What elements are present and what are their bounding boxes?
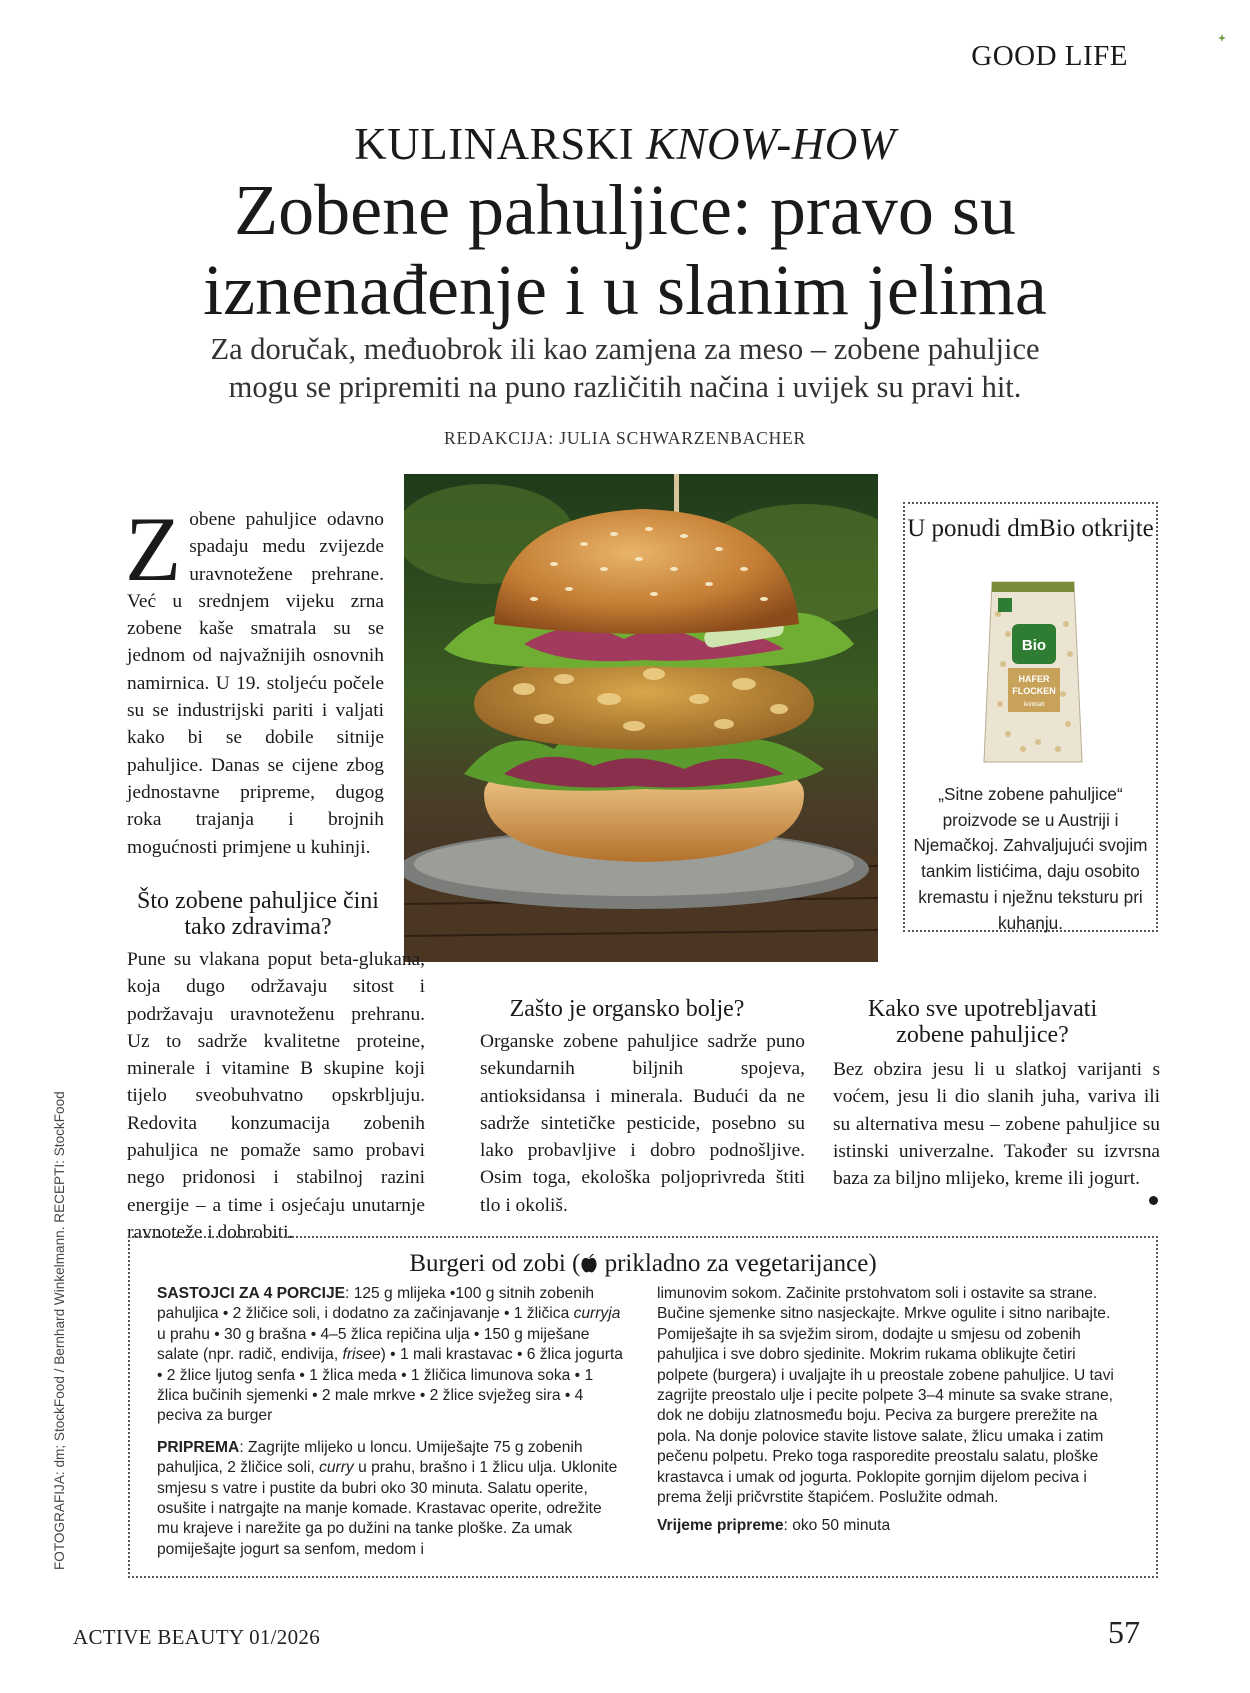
ingredients-frisee: frisee	[342, 1346, 381, 1364]
recipe-title	[130, 1250, 1156, 1278]
photo-credit: FOTOGRAFIJA: dm; StockFood / Bernhard Winkelmann. RECEPTI: StockFood	[52, 1091, 67, 1570]
preparation-label: PRIPREMA	[157, 1438, 240, 1456]
kicker-italic: KNOW-HOW	[645, 119, 896, 169]
section-body-organic: Organske zobene pahuljice sadrže puno sekundarnih biljnih spojeva, antioksidansa i minerala. Budući da ne sadrže sintetičke pesticide, posebno su lako probavljive i dobro podnošljive. Osim toga, ekološka poljoprivreda štiti tlo i okoliš.	[480, 1031, 805, 1216]
preparation-text-2: u prahu, brašno i 1 žlicu ulja. Uklonite smjesu s vatre i pustite da bubri oko 30 minuta. Salatu operite, osušite i natrgajte na manje komade. Krastavac operite, odrežite mu krajeve i narežite ga po dužini na tanke ploške. Za umak pomiješajte jogurt sa senfom, medom i	[157, 1459, 618, 1558]
ingredients-text-2: u prahu • 30 g brašna • 4–5 žlica repičina ulja • 150 g miješane salate (npr. radič, endivija,	[157, 1325, 590, 1364]
deck-line-2: mogu se pripremiti na puno različitih načina i uvijek su pravi hit.	[228, 370, 1022, 404]
page-number: 57	[1108, 1614, 1140, 1650]
section-heading-health: Što zobene pahuljice čini tako zdravima?	[137, 888, 379, 940]
deck-line-1: Za doručak, međuobrok ili kao zamjena za meso – zobene pahuljice	[210, 332, 1040, 366]
recipe-right-column	[657, 1284, 1129, 1537]
sparkle-icon	[1218, 34, 1226, 42]
recipe-box	[128, 1236, 1158, 1578]
preparation-continued: limunovim sokom. Začinite prstohvatom soli i ostavite sa strane. Bučine sjemenke sitno nasjeckajte. Mrkve ogulite i sitno naribajte. Pomiješajte ih sa svježim sirom, dodajte u smjesu od zobenih pahuljica i sve dobro sjedinite. Mokrim rukama oblikujte četiri polpete (burgera) i uvaljajte ih u preostale zobene pahuljice. U tavi zagrijte preostalo ulje i pecite polpete 3–4 minute sa svake strane, dok ne dobiju zlatnosmeđu boju. Peciva za burgere prerežite na pola. Na donje polovice stavite listove salate, žlicu umaka i zatim pečenu polpetu. Preko toga rasporedite preostalu salatu, ploške krastavca i umak od jogurta. Poklopite gornjim dijelom peciva i prema želji pričvrstite štapićem. Poslužite odmah.	[657, 1285, 1114, 1507]
pack-brand: Bio	[1021, 637, 1047, 654]
pack-line-3: feinblatt	[1023, 702, 1045, 708]
section-heading-organic: Zašto je organsko bolje?	[509, 996, 745, 1022]
product-box	[903, 502, 1158, 932]
intro-text: obene pahuljice odavno spadaju medu zvijezde uravnotežene prehrane. Već u srednjem vijeku zrna zobene kaše smatrala su se jednom od najvažnijih osnovnih namirnica. U 19. stoljeću počele su se industrijski pariti i valjati kako bi se dobile sitnije pahuljice. Danas se cijene zbog jednostavne pripreme, dugog roka trajanja i brojnih mogućnosti primjene u kuhinji.	[127, 509, 384, 858]
recipe-title-end: prikladno za vegetarijance)	[598, 1250, 877, 1277]
headline-line-2: iznenađenje i u slanim jelima	[203, 250, 1047, 330]
recipe-title-start: Burgeri od zobi (	[409, 1250, 581, 1277]
ingredients-text-1: : 125 g mlijeka •100 g sitnih zobenih pahuljica • 2 žličice soli, i dodatno za začinjavanje • 1 žličica	[157, 1285, 595, 1323]
article-kicker	[0, 118, 1250, 170]
prep-time	[657, 1516, 1129, 1536]
ingredients-text-3: ) • 1 mali krastavac • 6 žlica jogurta • 2 žlice ljutog senfa • 1 žlica meda • 1 žličica limunova soka • 1 žlica bučinih sjemenki • 2 male mrkve • 2 žlice svježeg sira • 4 peciva za burger	[157, 1346, 623, 1425]
article-deck	[0, 330, 1250, 406]
article-end-mark	[1149, 1196, 1158, 1205]
article-headline	[0, 170, 1250, 330]
recipe-ingredients	[157, 1284, 627, 1427]
section-label: GOOD LIFE	[971, 40, 1128, 72]
preparation-curry: curry	[319, 1459, 354, 1477]
section-heading-usage: Kako sve upotrebljavati zobene pahuljice?	[867, 996, 1098, 1048]
kicker-plain: KULINARSKI	[354, 119, 635, 169]
intro-paragraph	[125, 498, 384, 861]
oat-flakes-package	[978, 574, 1088, 770]
byline: REDAKCIJA: JULIA SCHWARZENBACHER	[443, 428, 806, 448]
pack-line-1: HAFER	[1018, 674, 1050, 684]
section-body-usage: Bez obzira jesu li u slatkoj varijanti s voćem, jesu li dio slanih juha, variva ili su alternativa mesu – zobene pahuljice su istinski univerzalne. Također su izvrsna baza za biljno mlijeko, kreme ili jogurt.	[833, 1059, 1160, 1190]
burger-photo	[404, 474, 878, 962]
preparation-text-1: : Zagrijte mlijeko u loncu. Umiješajte 75 g zobenih pahuljica, 2 žličice soli,	[157, 1438, 583, 1477]
recipe-preparation	[157, 1438, 627, 1560]
recipe-left-column	[157, 1284, 627, 1560]
prep-time-value: : oko 50 minuta	[783, 1517, 891, 1535]
footer-magazine-issue: ACTIVE BEAUTY 01/2026	[73, 1625, 320, 1649]
prep-time-label: Vrijeme pripreme	[657, 1517, 784, 1535]
product-box-title: U ponudi dmBio otkrijte	[907, 515, 1154, 542]
ingredients-curry: curryja	[573, 1305, 621, 1323]
headline-line-1: Zobene pahuljice: pravo su	[234, 170, 1016, 250]
section-body-health: Pune su vlakana poput beta-glukana, koja dugo održavaju sitost i podržavaju uravnoteženu prehranu. Uz to sadrže kvalitetne proteine, minerale i vitamine B skupine koji tijelo sveobuhvatno opskrbljuju. Redovita konzumacija zobenih pahuljica ne pomaže samo probavi nego pridonosi i stabilnoj razini energije – a time i osjećaju unutarnje ravnoteže i dobrobiti.	[127, 949, 425, 1243]
apple-icon	[580, 1253, 598, 1273]
ingredients-label: SASTOJCI ZA 4 PORCIJE	[157, 1285, 346, 1302]
pack-line-2: FLOCKEN	[1012, 686, 1056, 696]
drop-cap: Z	[125, 498, 182, 600]
product-box-description: „Sitne zobene pahuljice“ proizvode se u Austriji i Njemačkoj. Zahvaljujući svojim tankim listićima, daju osobito kremastu i nježnu teksturu pri kuhanju.	[913, 784, 1148, 933]
